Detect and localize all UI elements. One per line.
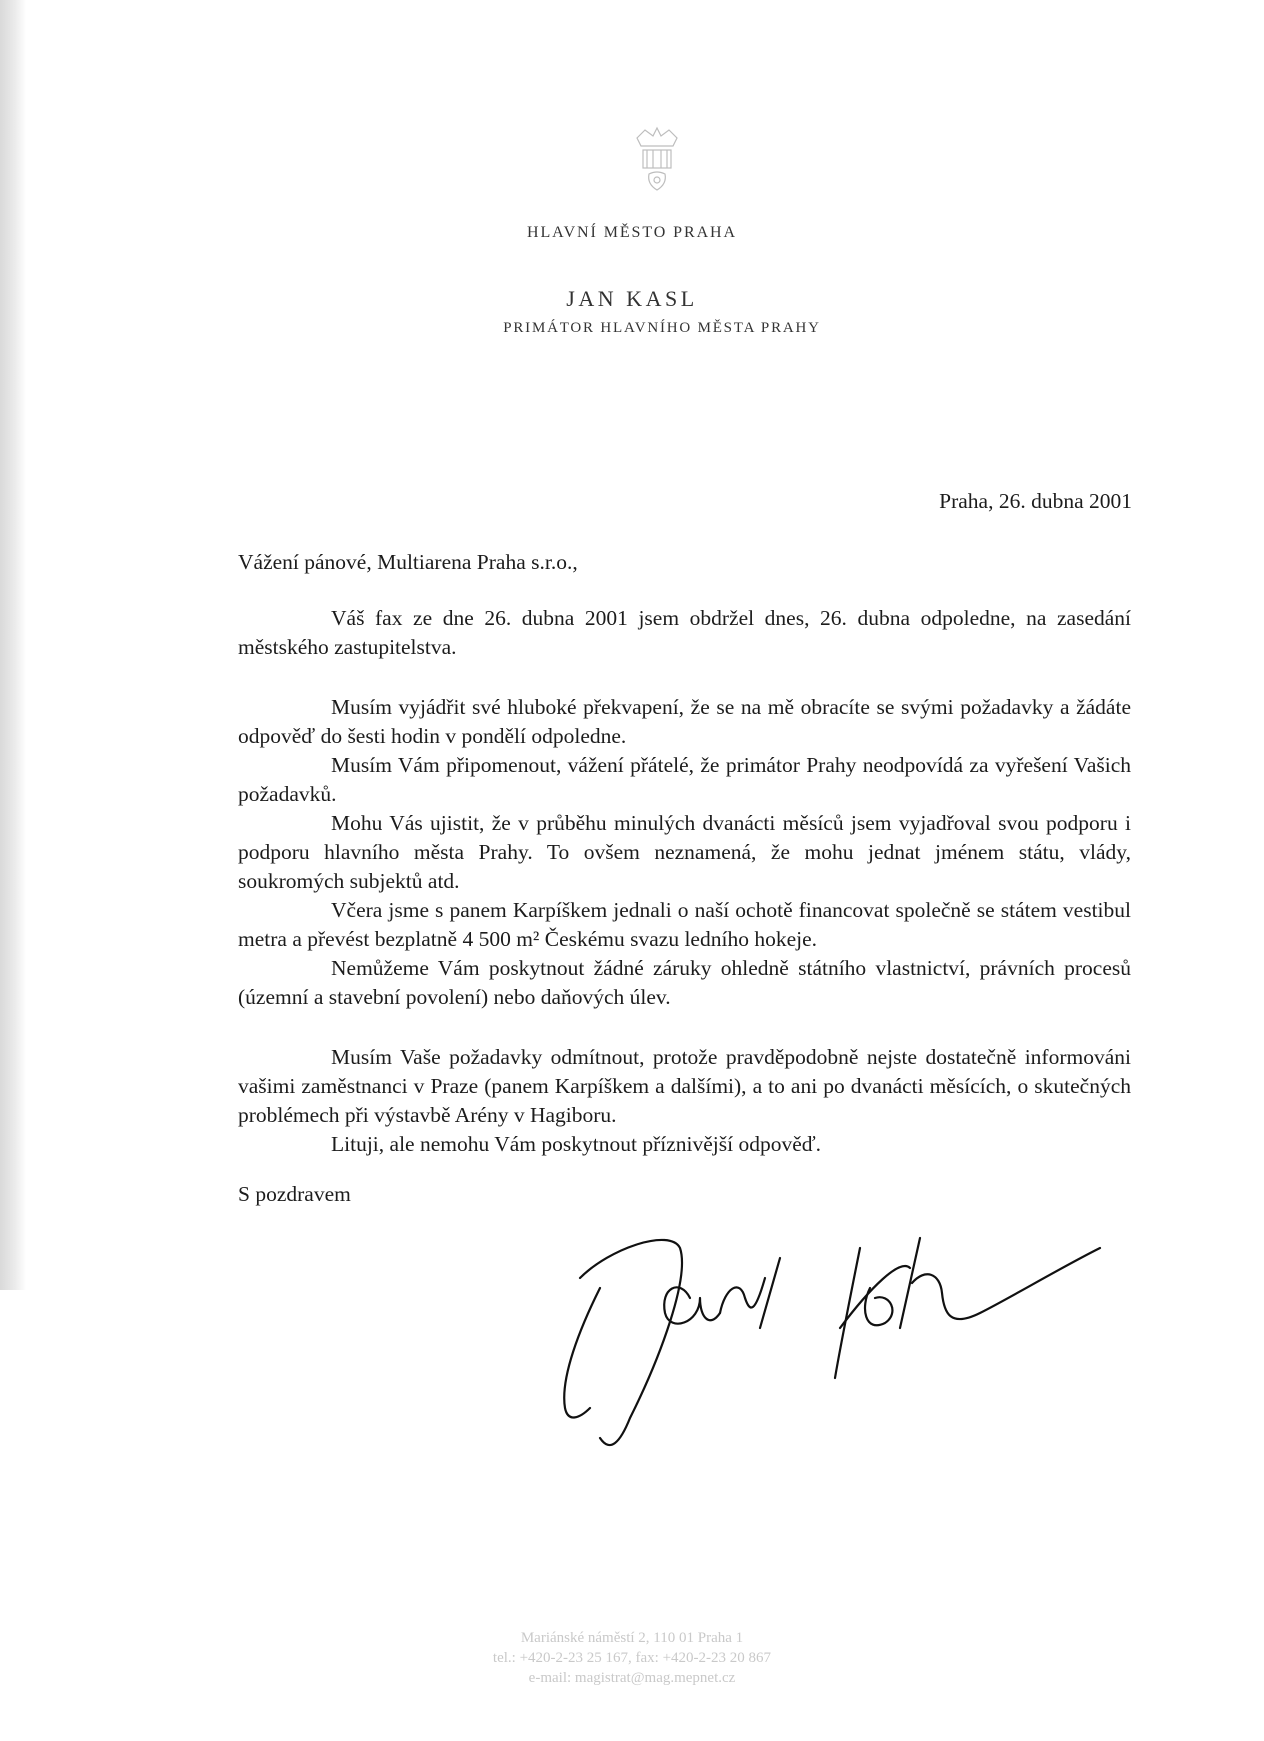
paragraph: Váš fax ze dne 26. dubna 2001 jsem obdržel dnes, 26. dubna odpoledne, na zasedání městského zastupitelstva.	[238, 606, 1131, 659]
paragraph: Lituji, ale nemohu Vám poskytnout příznivější odpověď.	[331, 1132, 822, 1156]
sender-title: PRIMÁTOR HLAVNÍHO MĚSTA PRAHY	[503, 320, 821, 336]
paragraph: Musím Vaše požadavky odmítnout, protože pravděpodobně nejste dostatečně informováni vašimi zaměstnanci v Praze (panem Karpíškem a dalšími), a to ani po dvanácti měsících, o skutečných problémech při výstavbě Arény v Hagiboru.	[238, 1045, 1131, 1127]
handwritten-signature	[540, 1218, 1140, 1468]
paragraph: Mohu Vás ujistit, že v průběhu minulých dvanácti měsíců jsem vyjadřoval svou podporu i podporu hlavního města Prahy. To ovšem neznamená, že mohu jednat jménem státu, vlády, soukromých subjektů atd.	[238, 811, 1131, 893]
prague-coat-of-arms-icon	[615, 120, 699, 204]
paragraph: Musím vyjádřit své hluboké překvapení, že se na mě obracíte se svými požadavky a žádáte odpověď do šesti hodin v pondělí odpoledne.	[238, 695, 1131, 748]
letter-date: Praha, 26. dubna 2001	[939, 489, 1132, 513]
paragraph: Nemůžeme Vám poskytnout žádné záruky ohledně státního vlastnictví, právních procesů (územní a stavební povolení) nebo daňových úlev.	[238, 956, 1131, 1009]
sender-name: JAN KASL	[566, 286, 698, 311]
salutation: Vážení pánové, Multiarena Praha s.r.o.,	[238, 550, 578, 574]
footer-phone-fax: tel.: +420-2-23 25 167, fax: +420-2-23 20 867	[492, 1650, 772, 1666]
letter-body	[238, 604, 1131, 1159]
paragraph: Musím Vám připomenout, vážení přátelé, že primátor Prahy neodpovídá za vyřešení Vašich požadavků.	[238, 753, 1131, 806]
closing: S pozdravem	[238, 1182, 351, 1206]
organization-heading: HLAVNÍ MĚSTO PRAHA	[527, 224, 737, 241]
footer-address: Mariánské náměstí 2, 110 01 Praha 1	[520, 1630, 744, 1646]
paragraph: Včera jsme s panem Karpíškem jednali o naší ochotě financovat společně se státem vestibul metra a převést bezplatně 4 500 m² Českému svazu ledního hokeje.	[238, 898, 1131, 951]
scan-edge-shadow	[0, 0, 26, 1290]
letterhead-footer	[0, 1628, 1264, 1688]
footer-email: e-mail: magistrat@mag.mepnet.cz	[528, 1670, 736, 1686]
